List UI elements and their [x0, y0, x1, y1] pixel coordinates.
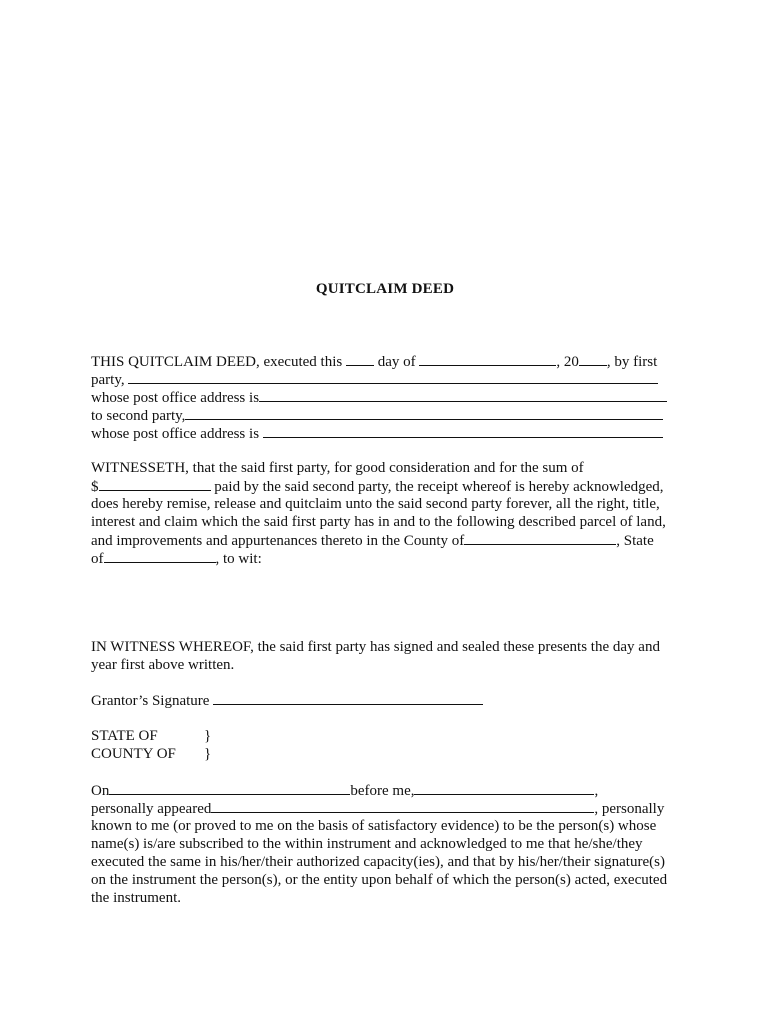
- notary-text: ,: [594, 783, 599, 799]
- second-party-address-blank[interactable]: [263, 424, 663, 438]
- witnesseth-line-1: WITNESSETH, that the said first party, for good consideration and for the sum of: [91, 460, 584, 476]
- notary-date-blank[interactable]: [109, 781, 350, 795]
- county-label: COUNTY OF: [91, 746, 176, 762]
- notary-line-1: [91, 781, 598, 799]
- witnesseth-text: and improvements and appurtenances thereto in the County of: [91, 533, 465, 549]
- county-blank[interactable]: [464, 531, 616, 545]
- brace: }: [204, 728, 212, 744]
- second-party-blank[interactable]: [185, 406, 663, 420]
- month-blank[interactable]: [419, 352, 556, 366]
- witnesseth-text: paid by the said second party, the receipt whereof is hereby acknowledged,: [214, 479, 664, 495]
- notary-line-5: executed the same in his/her/their authorized capacity(ies), and that by his/her/their signature(s): [91, 854, 665, 870]
- preamble-text: , 20: [556, 354, 579, 370]
- grantor-signature-line: [91, 691, 483, 709]
- witnesseth-line-4: interest and claim which the said first party has in and to the following described parcel of land,: [91, 514, 666, 530]
- preamble-line-4: [91, 406, 663, 424]
- first-party-address-blank[interactable]: [259, 388, 667, 402]
- day-blank[interactable]: [346, 352, 374, 366]
- appeared-name-blank[interactable]: [211, 799, 594, 813]
- in-witness-line-1: IN WITNESS WHEREOF, the said first party has signed and sealed these presents the day and: [91, 639, 660, 655]
- in-witness-line-2: year first above written.: [91, 657, 235, 673]
- notary-line-7: the instrument.: [91, 890, 181, 906]
- sum-blank[interactable]: [99, 477, 211, 491]
- notary-text: On: [91, 783, 110, 799]
- brace: }: [204, 746, 212, 762]
- witnesseth-text: , State: [616, 533, 654, 549]
- witnesseth-text: of: [91, 551, 104, 567]
- notary-name-blank[interactable]: [414, 781, 594, 795]
- witnesseth-line-5: [91, 531, 654, 549]
- state-blank[interactable]: [104, 549, 216, 563]
- notary-line-3: known to me (or proved to me on the basis of satisfactory evidence) to be the person(s) whose: [91, 818, 657, 834]
- witnesseth-text: , to wit:: [215, 551, 262, 567]
- preamble-line-5: [91, 424, 663, 442]
- second-party-label: to second party,: [91, 408, 186, 424]
- preamble-line-2: [91, 370, 658, 388]
- grantor-signature-label: Grantor’s Signature: [91, 693, 210, 709]
- first-party-label: party,: [91, 372, 125, 388]
- preamble-line-1: [91, 352, 657, 370]
- preamble-text: THIS QUITCLAIM DEED, executed this: [91, 354, 343, 370]
- preamble-text: , by first: [606, 354, 658, 370]
- notary-line-2: [91, 799, 664, 817]
- notary-line-4: name(s) is/are subscribed to the within instrument and acknowledged to me that he/she/they: [91, 836, 643, 852]
- notary-text: personally appeared: [91, 801, 212, 817]
- witnesseth-line-2: [91, 477, 664, 495]
- preamble-line-3: [91, 388, 667, 406]
- second-party-address-label: whose post office address is: [91, 426, 260, 442]
- state-label: STATE OF: [91, 728, 158, 744]
- year-blank[interactable]: [579, 352, 607, 366]
- witnesseth-line-3: does hereby remise, release and quitclaim unto the said second party forever, all the right, title,: [91, 496, 660, 512]
- county-line: [91, 745, 211, 763]
- first-party-address-label: whose post office address is: [91, 390, 260, 406]
- dollar-sign: $: [91, 479, 99, 495]
- notary-text: , personally: [594, 801, 665, 817]
- state-line: [91, 727, 211, 745]
- notary-line-6: on the instrument the person(s), or the entity upon behalf of which the person(s) acted, executed: [91, 872, 668, 888]
- document-title: QUITCLAIM DEED: [315, 281, 455, 297]
- first-party-blank[interactable]: [128, 370, 658, 384]
- notary-text: before me,: [350, 783, 415, 799]
- witnesseth-line-6: [91, 549, 262, 567]
- preamble-text: day of: [377, 354, 416, 370]
- grantor-signature-blank[interactable]: [213, 691, 483, 705]
